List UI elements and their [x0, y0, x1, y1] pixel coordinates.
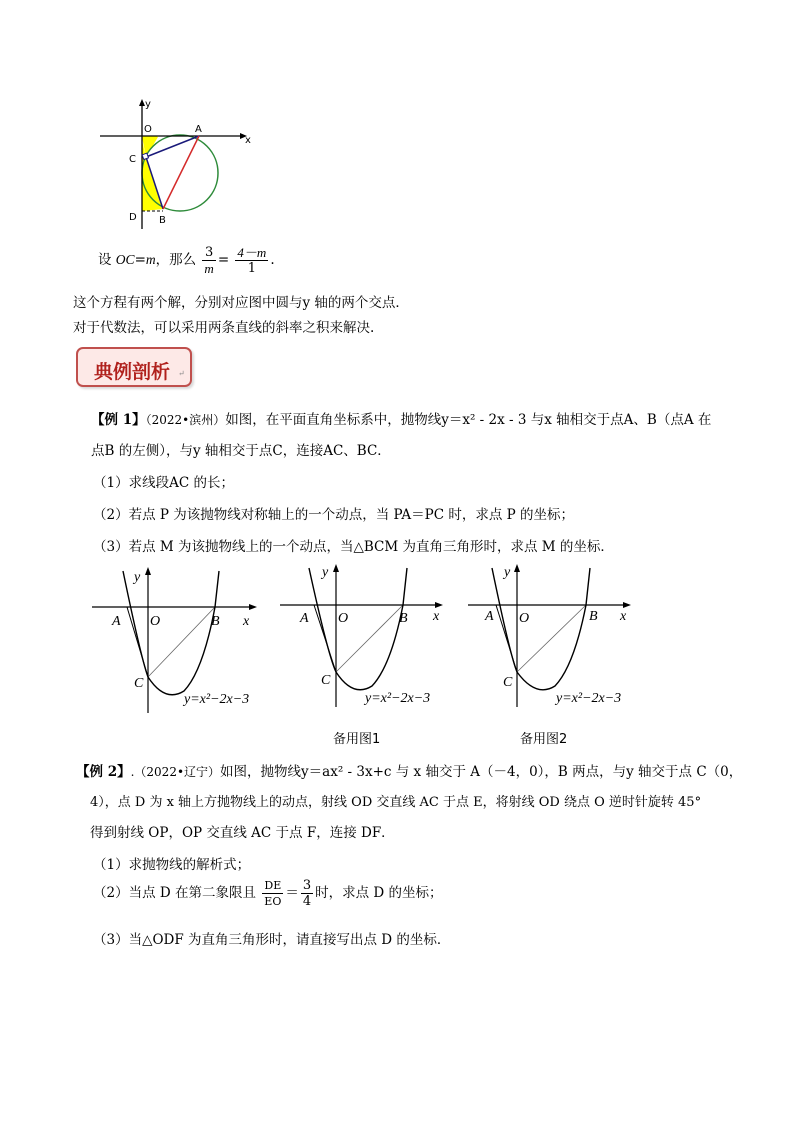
- graph-spare-2: [466, 562, 636, 712]
- intro-line2: 这个方程有两个解，分别对应图中圆与y 轴的两个交点．: [73, 295, 409, 311]
- svg-text:y=x²−2x−3: y=x²−2x−3: [365, 691, 431, 706]
- svg-text:y=x²−2x−3: y=x²−2x−3: [556, 691, 622, 706]
- label-y: y: [145, 99, 151, 110]
- svg-text:O: O: [338, 611, 349, 626]
- chord-ab: [163, 136, 199, 209]
- label-x: x: [245, 135, 251, 146]
- svg-text:x: x: [620, 609, 627, 624]
- ex2-q2: （2）当点 D 在第二象限且 $\frac{DE}{EO}$ ＝ $\frac{3}{4}$ 时，求点 D 的坐标；: [93, 878, 443, 909]
- label-b: B: [159, 215, 166, 226]
- ex1-line2: 点B 的左侧），与y 轴相交于点C，连接AC、BC．: [91, 443, 391, 459]
- ex2-q1: （1）求抛物线的解析式；: [93, 857, 251, 873]
- svg-text:A: A: [485, 609, 494, 624]
- fraction-4-m-over-1: $\frac{4-m}{1}$: [237, 245, 267, 276]
- svg-text:C: C: [503, 675, 513, 690]
- label-c: C: [129, 154, 136, 165]
- svg-text:B: B: [399, 611, 408, 626]
- svg-text:A: A: [112, 614, 121, 629]
- graph-spare-1: [278, 562, 448, 712]
- svg-text:O: O: [519, 611, 530, 626]
- intro-line1: 设 OC=m，那么 $\frac{3}{m}$ = $\frac{4-m}{1}$ .: [98, 245, 275, 276]
- section-heading: 典例剖析 ↵: [76, 347, 192, 387]
- ex1-q1: （1）求线段AC 的长；: [93, 475, 234, 491]
- svg-text:B: B: [211, 614, 220, 629]
- segment-ac: [127, 607, 148, 677]
- svg-text:C: C: [321, 673, 331, 688]
- ex2-line2: 4），点 D 为 x 轴上方抛物线上的动点，射线 OD 交直线 AC 于点 E，将射线 OD 绕点 O 逆时针旋转 45°: [90, 795, 702, 810]
- svg-text:B: B: [589, 609, 598, 624]
- ex2-q3: （3）当△ODF 为直角三角形时，请直接写出点 D 的坐标．: [93, 932, 451, 948]
- svg-text:C: C: [134, 676, 144, 691]
- svg-text:y: y: [322, 565, 329, 580]
- ex2-line3: 得到射线 OP，OP 交直线 AC 于点 F，连接 DF．: [90, 825, 395, 841]
- ex1-line1: 【例 1】（2022•滨州）如图，在平面直角坐标系中，抛物线y＝x² - 2x - 3 与x 轴相交于点A、B（点A 在: [91, 412, 712, 428]
- label-o: O: [144, 124, 152, 135]
- svg-text:x: x: [243, 614, 250, 629]
- svg-text:O: O: [150, 614, 161, 629]
- fraction-3-over-m: $\frac{3}{m}$: [204, 245, 214, 276]
- label-a: A: [195, 124, 202, 135]
- svg-text:y: y: [134, 570, 141, 585]
- ex1-q2: （2）若点 P 为该抛物线对称轴上的一个动点，当 PA＝PC 时，求点 P 的坐标；: [93, 507, 575, 523]
- graph-main: [90, 565, 260, 715]
- intro-line3: 对于代数法，可以采用两条直线的斜率之积来解决.: [73, 320, 375, 336]
- ex2-line1: 【例 2】.（2022•辽宁）如图，抛物线y＝ax² - 3x+c 与 x 轴交于 A（－4，0），B 两点，与y 轴交于点 C（0，: [76, 764, 743, 780]
- caption-spare-1: 备用图1: [333, 732, 381, 747]
- svg-text:x: x: [433, 609, 440, 624]
- caption-spare-2: 备用图2: [520, 732, 568, 747]
- circle-figure: [95, 95, 255, 235]
- ex1-q3: （3）若点 M 为该抛物线上的一个动点，当△BCM 为直角三角形时，求点 M 的坐标．: [93, 539, 614, 555]
- label-d: D: [129, 212, 137, 223]
- svg-text:y=x²−2x−3: y=x²−2x−3: [184, 692, 250, 707]
- svg-text:y: y: [504, 565, 511, 580]
- svg-text:A: A: [300, 611, 309, 626]
